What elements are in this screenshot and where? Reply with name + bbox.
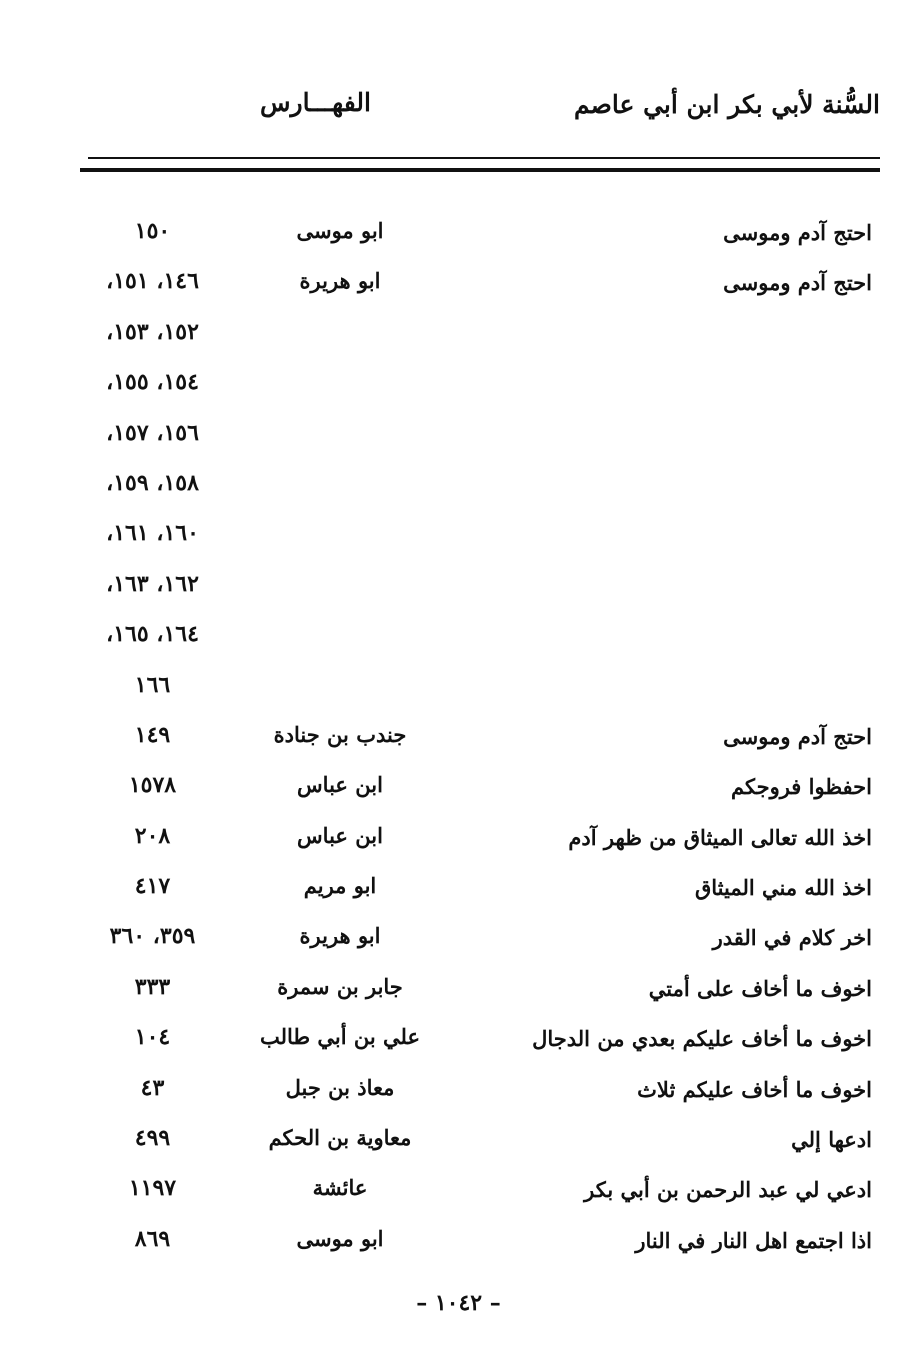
hadith-text: ادعها إلي xyxy=(791,1127,872,1153)
hadith-text: اذا اجتمع اهل النار في النار xyxy=(635,1227,872,1253)
index-entry xyxy=(80,966,880,1016)
hadith-numbers: ١٠٤ xyxy=(134,1024,171,1051)
hadith-text: اخر كلام في القدر xyxy=(712,925,872,951)
page-header xyxy=(80,82,880,132)
hadith-numbers: ٣٣٣ xyxy=(134,973,171,1000)
hadith-text: احتج آدم وموسى xyxy=(723,270,872,296)
hadith-text: اخوف ما أخاف عليكم ثلاث xyxy=(637,1076,872,1102)
index-entries xyxy=(80,210,880,1268)
hadith-text: ادعي لي عبد الرحمن بن أبي بكر xyxy=(584,1177,872,1203)
index-entry xyxy=(80,865,880,915)
index-entry xyxy=(80,1167,880,1217)
hadith-text: احفظوا فروجكم xyxy=(731,774,872,800)
hadith-numbers: ٨٦٩ xyxy=(134,1225,171,1252)
index-entry xyxy=(80,210,880,260)
hadith-numbers: ١٥٢، ١٥٣، xyxy=(106,318,199,345)
hadith-numbers: ١٥٠ xyxy=(134,218,171,244)
hadith-numbers: ١٦٦ xyxy=(134,671,171,698)
hadith-numbers: ٤٩٩ xyxy=(134,1125,171,1152)
hadith-numbers: ١٦٠، ١٦١، xyxy=(106,520,199,547)
index-entry xyxy=(80,1067,880,1117)
header-rule-thick xyxy=(80,168,880,172)
narrator: ابو مريم xyxy=(303,873,377,899)
hadith-numbers: ١٥٧٨ xyxy=(128,772,177,799)
narrator: معاذ بن جبل xyxy=(285,1074,395,1100)
index-entry xyxy=(80,1016,880,1066)
section-title: الفهـــارس xyxy=(260,88,371,117)
narrator: ابو هريرة xyxy=(299,923,381,949)
index-entry xyxy=(80,764,880,814)
narrator: ابو موسى xyxy=(296,1225,384,1251)
index-entry xyxy=(80,311,880,361)
index-entry xyxy=(80,260,880,310)
index-entry xyxy=(80,512,880,562)
index-entry xyxy=(80,361,880,411)
index-entry xyxy=(80,664,880,714)
narrator: ابو موسى xyxy=(296,218,384,243)
page-number: – ١٠٤٢ – xyxy=(416,1290,501,1316)
hadith-numbers: ١٦٢، ١٦٣، xyxy=(106,570,199,597)
hadith-text: اخذ الله تعالى الميثاق من ظهر آدم xyxy=(568,824,872,850)
narrator: ابن عباس xyxy=(297,772,383,798)
hadith-numbers: ٤١٧ xyxy=(134,873,171,900)
hadith-text: احتج آدم وموسى xyxy=(723,723,872,749)
hadith-text: اخذ الله مني الميثاق xyxy=(694,875,872,901)
hadith-numbers: ٢٠٨ xyxy=(134,822,171,849)
index-entry xyxy=(80,412,880,462)
narrator: معاوية بن الحكم xyxy=(268,1125,412,1151)
hadith-numbers: ١١٩٧ xyxy=(128,1175,177,1202)
hadith-numbers: ٤٣ xyxy=(140,1074,165,1101)
hadith-numbers: ١٥٨، ١٥٩، xyxy=(106,469,199,496)
hadith-text: احتج آدم وموسى xyxy=(723,220,872,245)
index-entry xyxy=(80,1117,880,1167)
index-entry xyxy=(80,613,880,663)
hadith-numbers: ٣٥٩، ٣٦٠ xyxy=(109,923,196,950)
hadith-text: اخوف ما أخاف على أمتي xyxy=(648,975,872,1001)
narrator: ابن عباس xyxy=(297,822,383,848)
index-entry xyxy=(80,915,880,965)
header-rule-thin xyxy=(88,157,880,159)
narrator: عائشة xyxy=(312,1175,368,1201)
index-entry xyxy=(80,462,880,512)
index-entry xyxy=(80,1218,880,1268)
hadith-numbers: ١٥٦، ١٥٧، xyxy=(106,419,199,446)
hadith-text: اخوف ما أخاف عليكم بعدي من الدجال xyxy=(532,1026,872,1052)
hadith-numbers: ١٥٤، ١٥٥، xyxy=(106,369,199,396)
hadith-numbers: ١٤٩ xyxy=(134,721,171,748)
hadith-numbers: ١٤٦، ١٥١، xyxy=(106,268,199,295)
index-entry xyxy=(80,714,880,764)
index-entry xyxy=(80,563,880,613)
index-entry xyxy=(80,815,880,865)
hadith-numbers: ١٦٤، ١٦٥، xyxy=(106,621,199,648)
narrator: جابر بن سمرة xyxy=(277,973,403,999)
narrator: جندب بن جنادة xyxy=(273,721,407,747)
book-title: السُّنة لأبي بكر ابن أبي عاصم xyxy=(573,90,880,119)
narrator: ابو هريرة xyxy=(299,268,381,294)
narrator: علي بن أبي طالب xyxy=(259,1024,421,1050)
